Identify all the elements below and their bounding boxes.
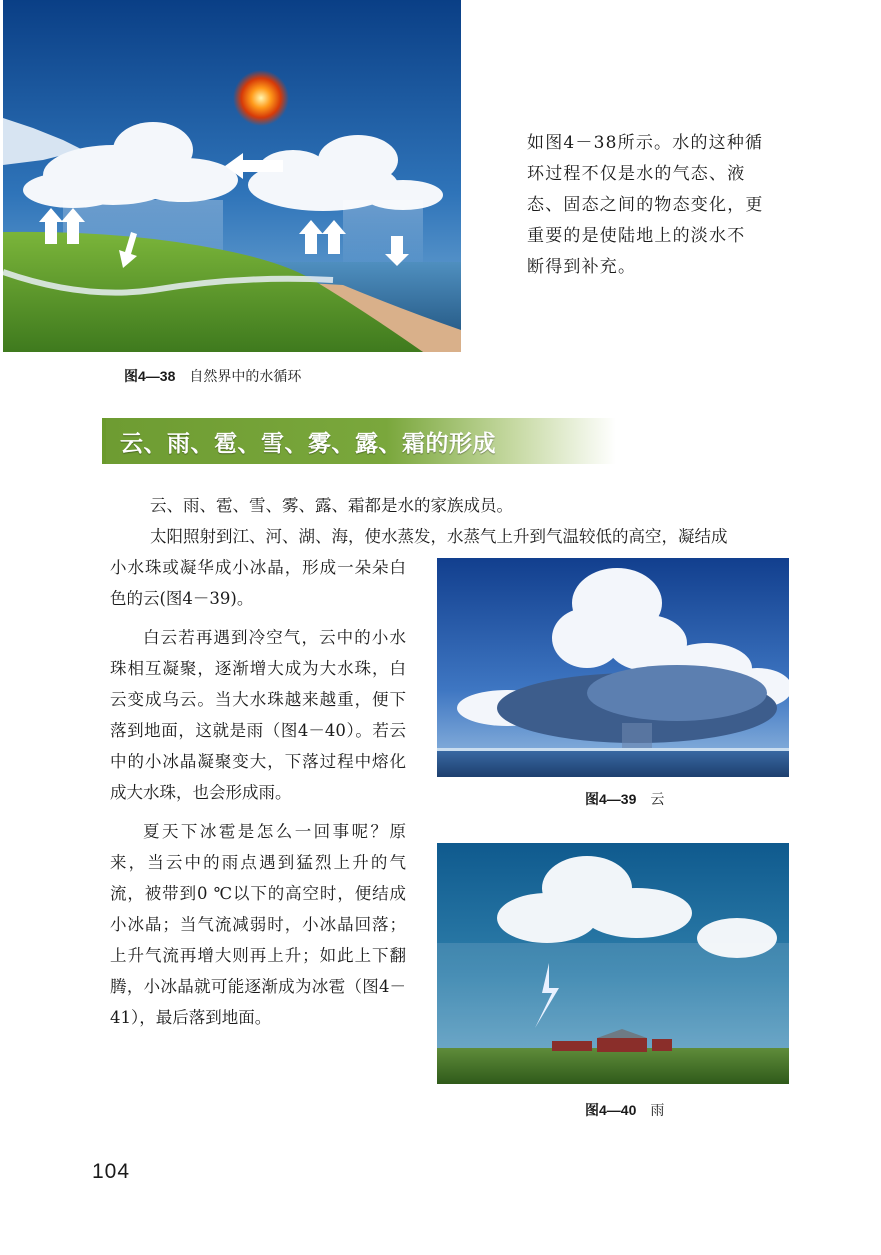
rain-photo — [437, 843, 789, 1084]
section-title: 云、雨、雹、雪、雾、露、霜的形成 — [120, 431, 496, 457]
cloud-photo — [437, 558, 789, 777]
paragraph: 夏天下冰雹是怎么一回事呢？原来，当云中的雨点遇到猛烈上升的气流，被带到0 ℃以下的高空时，便结成小冰晶；当气流减弱时，小冰晶回落；上升气流再增大则再上升；如此上下翻腾，小冰晶就可能逐渐成为冰雹（图4－41），最后落到地面。 — [110, 822, 406, 1027]
text-line: 如图4－38所示。水的这种循 — [527, 133, 764, 153]
figure-caption-text: 云 — [650, 792, 665, 808]
page-number: 104 — [92, 1160, 131, 1183]
text-line: 断得到补充。 — [527, 257, 637, 277]
sun-icon — [233, 70, 289, 126]
figure-caption-text: 雨 — [650, 1103, 665, 1119]
figure-label: 图4—40 — [585, 1102, 637, 1118]
section-banner — [102, 418, 616, 464]
text-column — [110, 552, 406, 1033]
figure-caption — [585, 1100, 664, 1120]
text-line: 重要的是使陆地上的淡水不 — [527, 226, 746, 246]
figure-caption — [585, 789, 664, 809]
figure-caption — [124, 366, 301, 386]
intro-paragraph — [527, 128, 807, 283]
paragraph: 云、雨、雹、雪、雾、露、霜都是水的家族成员。 — [150, 496, 513, 515]
paragraph: 太阳照射到江、河、湖、海，使水蒸发，水蒸气上升到气温较低的高空，凝结成 — [150, 527, 728, 546]
figure-caption-text: 自然界中的水循环 — [189, 369, 302, 385]
paragraph: 白云若再遇到冷空气，云中的小水珠相互凝聚，逐渐增大成为大水珠，白云变成乌云。当大水珠越来越重，便下落到地面，这就是雨（图4－40）。若云中的小冰晶凝聚变大，下落过程中熔化成大水珠，也会形成雨。 — [110, 628, 406, 802]
figure-label: 图4—38 — [124, 368, 176, 384]
text-line: 环过程不仅是水的气态、液 — [527, 164, 746, 184]
paragraph: 小水珠或凝华成小冰晶，形成一朵朵白色的云(图4－39)。 — [110, 558, 406, 608]
water-cycle-figure — [3, 0, 461, 352]
figure-label: 图4—39 — [585, 791, 637, 807]
text-line: 态、固态之间的物态变化，更 — [527, 195, 764, 215]
